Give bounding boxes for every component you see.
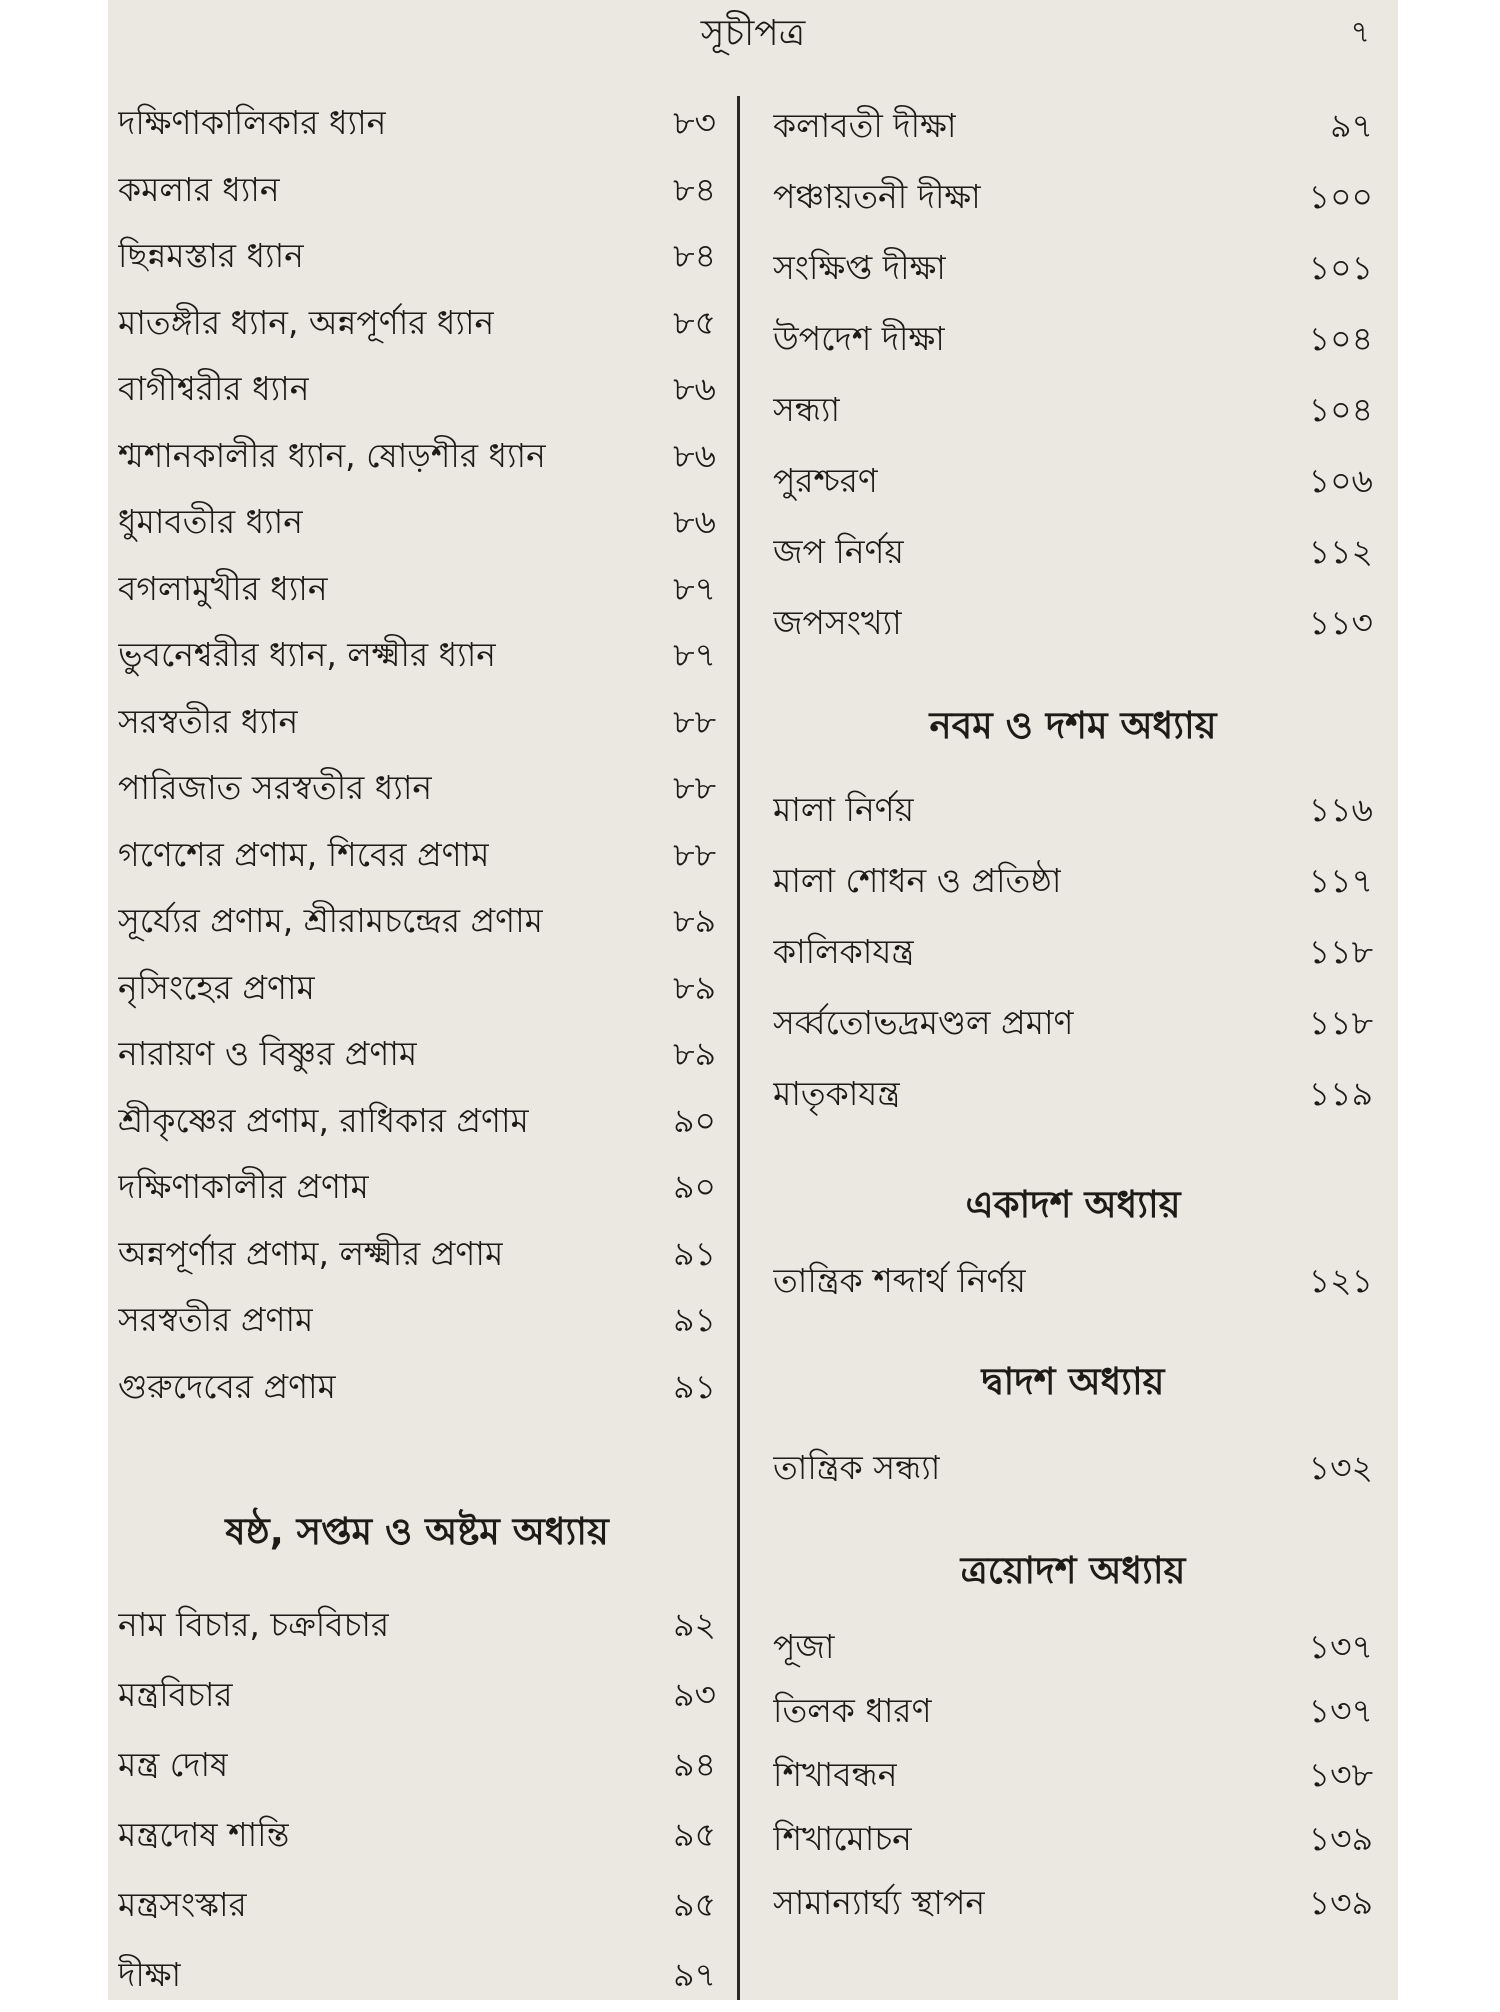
toc-entry bbox=[773, 776, 1373, 847]
entry-title: মাতৃকাযন্ত্র bbox=[773, 1073, 901, 1113]
toc-entry bbox=[773, 847, 1373, 918]
entry-title: শ্মশানকালীর ধ্যান, ষোড়শীর ধ্যান bbox=[118, 435, 546, 475]
toc-entry bbox=[118, 292, 716, 359]
toc-entry bbox=[773, 1745, 1373, 1809]
entry-page: ৮৮ bbox=[673, 768, 716, 808]
entry-title: কমলার ধ্যান bbox=[118, 169, 280, 209]
toc-entry bbox=[118, 957, 716, 1024]
entry-title: দীক্ষা bbox=[118, 1955, 182, 1994]
toc-entry bbox=[118, 1156, 716, 1223]
entry-page: ৮৫ bbox=[673, 302, 716, 342]
entry-title: মন্ত্রবিচার bbox=[118, 1675, 233, 1714]
entry-title: তিলক ধারণ bbox=[773, 1691, 932, 1730]
toc-entry bbox=[773, 989, 1373, 1060]
toc-entry bbox=[118, 890, 716, 957]
toc-entry bbox=[773, 92, 1373, 163]
entry-page: ৯৩ bbox=[673, 1675, 716, 1714]
entry-page: ৯২ bbox=[673, 1605, 716, 1644]
entry-page: ১১৯ bbox=[1308, 1073, 1373, 1113]
toc-entry bbox=[773, 1873, 1373, 1937]
entry-page: ১০১ bbox=[1308, 247, 1373, 287]
toc-entry bbox=[773, 234, 1373, 305]
section-heading: নবম ও দশম অধ্যায় bbox=[929, 704, 1217, 747]
toc-entry bbox=[118, 92, 716, 159]
entry-page: ১৩৮ bbox=[1308, 1755, 1373, 1794]
entry-page: ৮৮ bbox=[673, 701, 716, 741]
entry-page: ৮৬ bbox=[673, 435, 716, 475]
entry-title: উপদেশ দীক্ষা bbox=[773, 318, 945, 358]
entry-title: মন্ত্রদোষ শান্তি bbox=[118, 1815, 290, 1854]
entry-title: মাতঙ্গীর ধ্যান, অন্নপূর্ণার ধ্যান bbox=[118, 302, 495, 342]
entry-page: ৮৬ bbox=[673, 502, 716, 542]
toc-entry bbox=[118, 1356, 716, 1423]
entry-title: বগলামুখীর ধ্যান bbox=[118, 568, 328, 608]
entry-title: ভুবনেশ্বরীর ধ্যান, লক্ষ্মীর ধ্যান bbox=[118, 635, 496, 675]
entry-page: ৮৭ bbox=[673, 568, 716, 608]
entry-page: ৯০ bbox=[673, 1100, 716, 1140]
entry-title: সরস্বতীর ধ্যান bbox=[118, 701, 299, 741]
entry-page: ৮৯ bbox=[673, 967, 716, 1007]
entry-title: মালা শোধন ও প্রতিষ্ঠা bbox=[773, 860, 1062, 900]
entry-page: ৯৭ bbox=[1330, 105, 1373, 145]
toc-entry bbox=[118, 624, 716, 691]
entry-page: ৯৫ bbox=[673, 1815, 716, 1854]
entry-title: নাম বিচার, চক্রবিচার bbox=[118, 1605, 390, 1644]
entry-title: সন্ধ্যা bbox=[773, 389, 841, 429]
entry-page: ১২১ bbox=[1308, 1260, 1373, 1300]
toc-entry bbox=[118, 1802, 716, 1872]
entry-page: ৯৪ bbox=[673, 1745, 716, 1784]
entry-page: ১০৪ bbox=[1308, 389, 1373, 429]
toc-entry bbox=[773, 589, 1373, 660]
entry-page: ৯১ bbox=[673, 1300, 716, 1340]
toc-entry bbox=[118, 1732, 716, 1802]
entry-title: কলাবতী দীক্ষা bbox=[773, 105, 957, 145]
toc-entry bbox=[773, 305, 1373, 376]
entry-page: ১১৭ bbox=[1308, 860, 1373, 900]
entry-title: বাগীশ্বরীর ধ্যান bbox=[118, 369, 310, 409]
toc-entry bbox=[773, 918, 1373, 989]
toc-entry bbox=[773, 1247, 1373, 1318]
entry-title: শ্রীকৃষ্ণের প্রণাম, রাধিকার প্রণাম bbox=[118, 1100, 529, 1140]
toc-right-column bbox=[773, 92, 1373, 1937]
book-page bbox=[108, 0, 1398, 2000]
entry-title: ছিন্নমস্তার ধ্যান bbox=[118, 236, 304, 276]
toc-entry bbox=[118, 358, 716, 425]
entry-page: ১৩৭ bbox=[1308, 1691, 1373, 1730]
entry-title: সর্ব্বতোভদ্রমণ্ডল প্রমাণ bbox=[773, 1002, 1074, 1042]
entry-title: তান্ত্রিক শব্দার্থ নির্ণয় bbox=[773, 1260, 1026, 1300]
entry-page: ১৩৯ bbox=[1308, 1883, 1373, 1922]
entry-page: ৯০ bbox=[673, 1167, 716, 1207]
entry-page: ১১৬ bbox=[1308, 789, 1373, 829]
toc-entry bbox=[773, 163, 1373, 234]
toc-entry bbox=[118, 1090, 716, 1157]
toc-left-column bbox=[118, 92, 716, 2012]
entry-title: সূর্য্যের প্রণাম, শ্রীরামচন্দ্রের প্রণাম bbox=[118, 901, 544, 941]
toc-entry bbox=[118, 1662, 716, 1732]
section-heading: দ্বাদশ অধ্যায় bbox=[981, 1360, 1165, 1403]
entry-page: ১০০ bbox=[1308, 176, 1373, 216]
entry-title: ধুমাবতীর ধ্যান bbox=[118, 502, 303, 542]
entry-title: গণেশের প্রণাম, শিবের প্রণাম bbox=[118, 834, 490, 874]
toc-entry bbox=[118, 757, 716, 824]
entry-page: ১৩৯ bbox=[1308, 1819, 1373, 1858]
toc-entry bbox=[118, 1023, 716, 1090]
section-heading: একাদশ অধ্যায় bbox=[965, 1183, 1181, 1226]
entry-page: ৮৩ bbox=[673, 103, 716, 143]
toc-entry bbox=[118, 558, 716, 625]
entry-page: ৮৯ bbox=[673, 1034, 716, 1074]
page-number: ৭ bbox=[1350, 15, 1370, 50]
entry-title: মালা নির্ণয় bbox=[773, 789, 915, 829]
toc-entry bbox=[118, 824, 716, 891]
toc-entry bbox=[773, 376, 1373, 447]
entry-title: পূজা bbox=[773, 1627, 835, 1666]
entry-page: ১১৮ bbox=[1308, 931, 1373, 971]
entry-page: ৮৪ bbox=[673, 236, 716, 276]
toc-entry bbox=[773, 518, 1373, 589]
entry-title: পারিজাত সরস্বতীর ধ্যান bbox=[118, 768, 433, 808]
entry-title: গুরুদেবের প্রণাম bbox=[118, 1366, 336, 1406]
toc-entry bbox=[118, 491, 716, 558]
entry-page: ১৩২ bbox=[1308, 1447, 1373, 1487]
toc-entry bbox=[118, 425, 716, 492]
entry-title: সামান্যার্ঘ্য স্থাপন bbox=[773, 1883, 986, 1922]
toc-entry bbox=[773, 1617, 1373, 1681]
entry-title: নৃসিংহের প্রণাম bbox=[118, 967, 315, 1007]
section-heading: ত্রয়োদশ অধ্যায় bbox=[960, 1549, 1186, 1592]
toc-entry bbox=[118, 1592, 716, 1662]
entry-title: সরস্বতীর প্রণাম bbox=[118, 1300, 314, 1340]
toc-entry bbox=[118, 1223, 716, 1290]
entry-page: ৮৭ bbox=[673, 635, 716, 675]
toc-entry bbox=[118, 1289, 716, 1356]
entry-title: তান্ত্রিক সন্ধ্যা bbox=[773, 1447, 941, 1487]
toc-entry bbox=[118, 1872, 716, 1942]
column-divider bbox=[737, 96, 740, 2000]
section-heading: ষষ্ঠ, সপ্তম ও অষ্টম অধ্যায় bbox=[225, 1510, 609, 1553]
entry-title: সংক্ষিপ্ত দীক্ষা bbox=[773, 247, 946, 287]
page-header bbox=[108, 0, 1398, 60]
entry-title: দক্ষিণাকালীর প্রণাম bbox=[118, 1167, 369, 1207]
entry-page: ১৩৭ bbox=[1308, 1627, 1373, 1666]
entry-page: ১০৪ bbox=[1308, 318, 1373, 358]
entry-title: কালিকাযন্ত্র bbox=[773, 931, 915, 971]
entry-title: জপ নির্ণয় bbox=[773, 531, 904, 571]
toc-entry bbox=[118, 159, 716, 226]
entry-title: অন্নপূর্ণার প্রণাম, লক্ষ্মীর প্রণাম bbox=[118, 1233, 504, 1273]
toc-entry bbox=[773, 447, 1373, 518]
page-title: সূচীপত্র bbox=[700, 13, 806, 54]
toc-entry bbox=[773, 1060, 1373, 1131]
entry-page: ৯১ bbox=[673, 1233, 716, 1273]
entry-title: দক্ষিণাকালিকার ধ্যান bbox=[118, 103, 387, 143]
entry-title: মন্ত্র দোষ bbox=[118, 1745, 229, 1784]
entry-page: ৯১ bbox=[673, 1366, 716, 1406]
entry-page: ১১৮ bbox=[1308, 1002, 1373, 1042]
entry-title: শিখাবন্ধন bbox=[773, 1755, 898, 1794]
entry-page: ৮৪ bbox=[673, 169, 716, 209]
entry-title: শিখামোচন bbox=[773, 1819, 912, 1858]
entry-page: ৮৮ bbox=[673, 834, 716, 874]
toc-entry bbox=[118, 1942, 716, 2012]
entry-page: ১১২ bbox=[1308, 531, 1373, 571]
toc-entry bbox=[773, 1809, 1373, 1873]
entry-page: ৯৭ bbox=[673, 1955, 716, 1994]
entry-page: ৮৬ bbox=[673, 369, 716, 409]
entry-page: ১০৬ bbox=[1308, 460, 1373, 500]
entry-page: ৯৫ bbox=[673, 1885, 716, 1924]
toc-entry bbox=[118, 225, 716, 292]
toc-entry bbox=[773, 1681, 1373, 1745]
entry-page: ১১৩ bbox=[1308, 602, 1373, 642]
entry-title: জপসংখ্যা bbox=[773, 602, 902, 642]
entry-title: নারায়ণ ও বিষ্ণুর প্রণাম bbox=[118, 1034, 418, 1074]
toc-entry bbox=[773, 1434, 1373, 1505]
entry-page: ৮৯ bbox=[673, 901, 716, 941]
entry-title: পঞ্চায়তনী দীক্ষা bbox=[773, 176, 981, 216]
entry-title: পুরশ্চরণ bbox=[773, 460, 878, 500]
toc-entry bbox=[118, 691, 716, 758]
entry-title: মন্ত্রসংস্কার bbox=[118, 1885, 247, 1924]
